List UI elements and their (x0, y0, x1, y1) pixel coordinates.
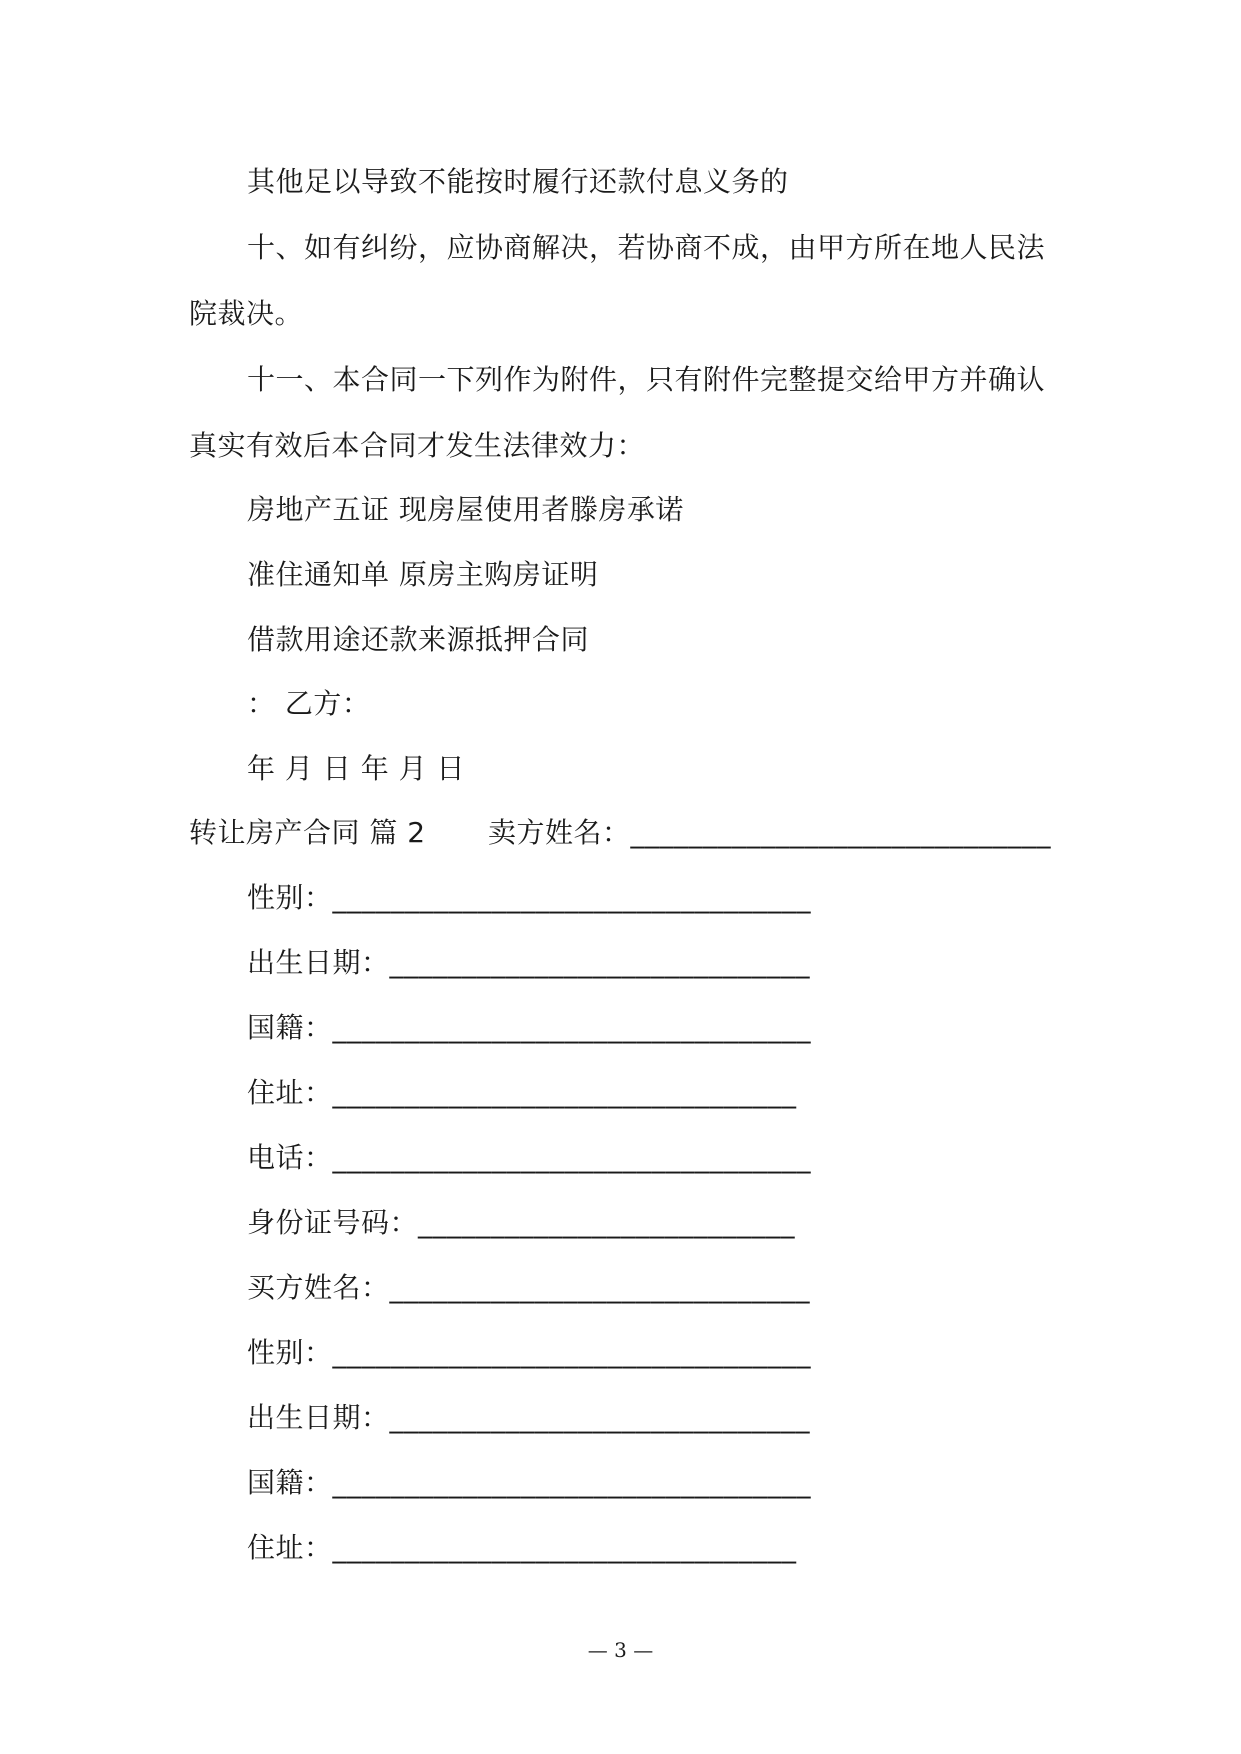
paragraph-line: 十一、本合同一下列作为附件，只有附件完整提交给甲方并确认 (247, 363, 1046, 396)
attachment-line: 准住通知单 原房主购房证明 (247, 558, 599, 591)
paragraph-line: 真实有效后本合同才发生法律效力： (189, 429, 646, 462)
form-field: 出生日期：_____________________________ (247, 946, 811, 979)
paragraph-line: 其他足以导致不能按时履行还款付息义务的 (247, 165, 789, 198)
signature-line: ： 乙方： (247, 687, 371, 720)
paragraph-line: 院裁决。 (189, 297, 304, 330)
attachment-line: 房地产五证 现房屋使用者滕房承诺 (247, 493, 684, 526)
form-field: 买方姓名：_____________________________ (247, 1271, 811, 1304)
form-field: 住址：________________________________ (247, 1076, 797, 1109)
form-field: 国籍：_________________________________ (247, 1011, 812, 1044)
form-field: 身份证号码：__________________________ (247, 1206, 796, 1239)
page-number: — 3 — (587, 1638, 654, 1662)
seller-name-field: 卖方姓名：_____________________________ (488, 816, 1052, 849)
date-line: 年 月 日 年 月 日 (247, 752, 466, 785)
paragraph-line: 十、如有纠纷，应协商解决，若协商不成，由甲方所在地人民法 (247, 231, 1046, 264)
form-field: 性别：_________________________________ (247, 881, 812, 914)
attachment-line: 借款用途还款来源抵押合同 (247, 623, 590, 656)
section-title: 转让房产合同 篇 2 (189, 816, 426, 849)
form-field: 国籍：_________________________________ (247, 1466, 812, 1499)
form-field: 电话：_________________________________ (247, 1141, 812, 1174)
form-field: 住址：________________________________ (247, 1531, 797, 1564)
form-field: 出生日期：_____________________________ (247, 1401, 811, 1434)
form-field: 性别：_________________________________ (247, 1336, 812, 1369)
